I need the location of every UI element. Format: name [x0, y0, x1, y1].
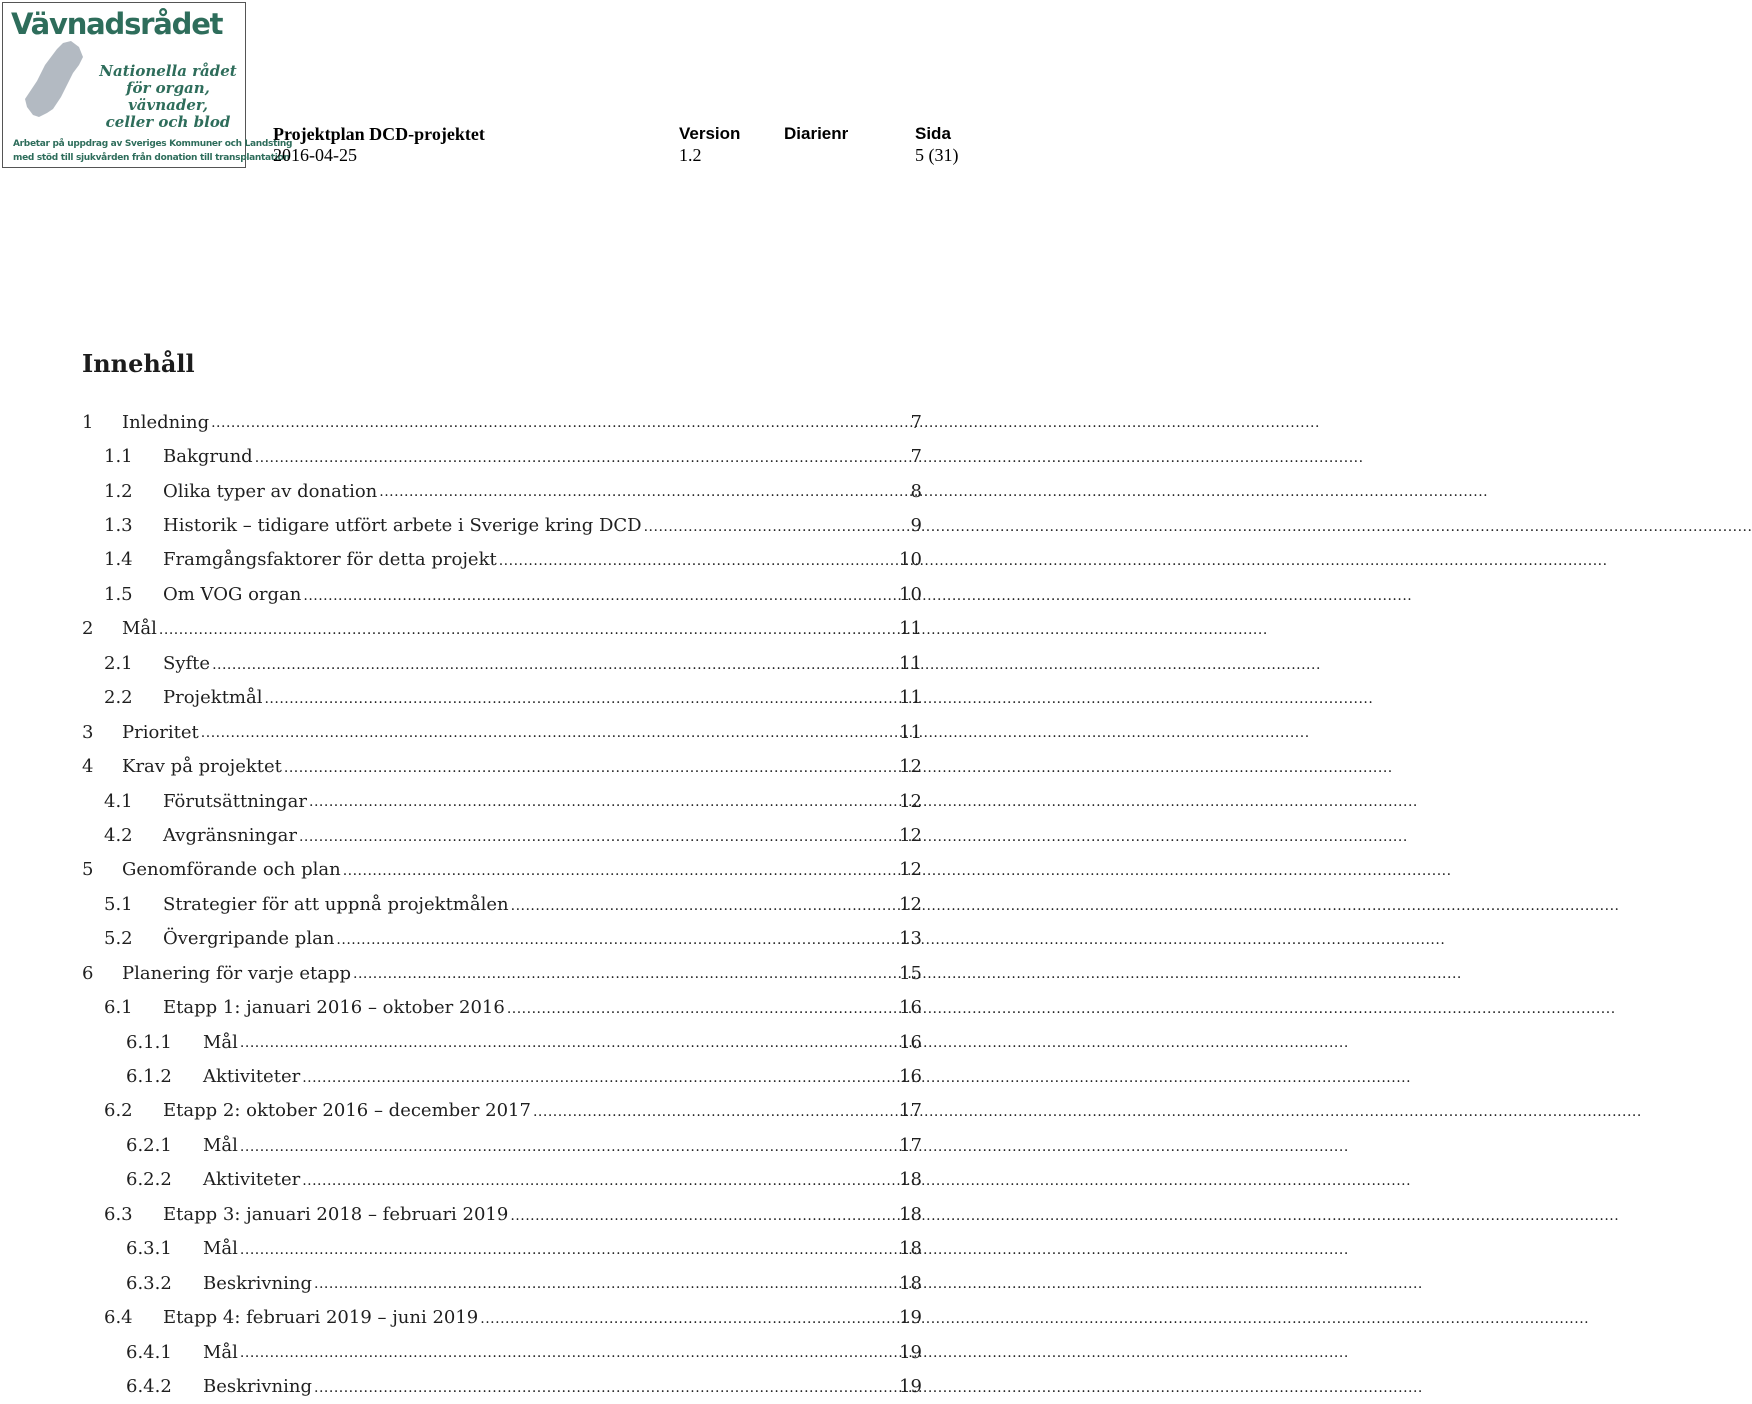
toc-entry-page: 9 [910, 515, 922, 537]
toc-dot-leader [511, 887, 897, 921]
toc-dot-leader [314, 1369, 897, 1403]
toc-entry[interactable] [82, 1300, 922, 1334]
toc-entry-number: 6.3.2 [126, 1272, 172, 1294]
toc-entry-title: Beskrivning [203, 1272, 313, 1294]
toc-entry[interactable] [82, 1025, 922, 1059]
toc-dot-leader [309, 784, 897, 818]
toc-dot-leader [240, 1335, 897, 1369]
toc-dot-leader [303, 577, 897, 611]
toc-dot-leader [201, 715, 897, 749]
toc-heading: Innehåll [82, 349, 195, 378]
logo-tagline-line: celler och blod [105, 113, 231, 131]
toc-entry[interactable] [82, 543, 922, 577]
toc-entry-number: 1.5 [104, 583, 133, 605]
toc-entry-number: 1.4 [104, 549, 133, 571]
toc-entry-page: 7 [910, 411, 922, 433]
toc-entry-number: 6.1 [104, 997, 133, 1019]
toc-entry-title: Genomförande och plan [122, 859, 341, 881]
toc-entry[interactable] [82, 474, 922, 508]
toc-entry-number: 6.4 [104, 1307, 133, 1329]
logo-name: Vävnadsrådet [11, 7, 223, 41]
toc-entry-page: 10 [899, 583, 922, 605]
toc-dot-leader [533, 1094, 897, 1128]
toc-entry-page: 18 [899, 1203, 922, 1225]
toc-entry-title: Projektmål [163, 687, 263, 709]
toc-entry[interactable] [82, 749, 922, 783]
toc-entry-page: 17 [899, 1100, 922, 1122]
logo-bottom-text [13, 137, 293, 165]
toc-entry[interactable] [82, 922, 922, 956]
page-number: 5 (31) [915, 145, 959, 165]
toc-dot-leader [299, 818, 897, 852]
version-label: Version [679, 124, 741, 143]
toc-entry[interactable] [82, 1335, 922, 1369]
toc-entry-number: 5.2 [104, 928, 133, 950]
toc-entry-number: 6.1.2 [126, 1066, 172, 1088]
toc-entry-page: 11 [899, 652, 922, 674]
toc-entry-page: 17 [899, 1134, 922, 1156]
toc-entry[interactable] [82, 715, 922, 749]
toc-entry-number: 1.2 [104, 480, 133, 502]
toc-entry[interactable] [82, 508, 922, 542]
toc-entry-number: 1.3 [104, 515, 133, 537]
toc-dot-leader [240, 1128, 897, 1162]
toc-dot-leader [644, 508, 909, 542]
toc-entry-page: 10 [899, 549, 922, 571]
toc-entry-title: Aktiviteter [203, 1169, 301, 1191]
toc-entry-number: 6.3 [104, 1203, 133, 1225]
toc-dot-leader [255, 439, 909, 473]
toc-entry-title: Inledning [122, 411, 210, 433]
toc-entry-page: 19 [899, 1341, 922, 1363]
toc-entry[interactable] [82, 1266, 922, 1300]
toc-dot-leader [264, 681, 897, 715]
toc-entry-number: 6.2.2 [126, 1169, 172, 1191]
toc-entry-number: 6.1.1 [126, 1031, 172, 1053]
toc-entry-title: Mål [203, 1341, 238, 1363]
toc-entry[interactable] [82, 818, 922, 852]
toc-entry[interactable] [82, 990, 922, 1024]
toc-dot-leader [302, 1163, 897, 1197]
toc-entry[interactable] [82, 577, 922, 611]
toc-dot-leader [510, 1197, 897, 1231]
table-of-contents [82, 405, 922, 1404]
toc-entry-page: 12 [899, 859, 922, 881]
toc-entry-title: Mål [203, 1238, 238, 1260]
toc-entry-title: Framgångsfaktorer för detta projekt [163, 549, 497, 571]
document-title: Projektplan DCD-projektet [273, 124, 485, 144]
toc-entry-title: Om VOG organ [163, 583, 302, 605]
toc-entry-page: 13 [899, 928, 922, 950]
toc-entry-page: 11 [899, 618, 922, 640]
toc-entry[interactable] [82, 612, 922, 646]
toc-entry-page: 12 [899, 790, 922, 812]
toc-entry-page: 12 [899, 824, 922, 846]
toc-entry-page: 7 [910, 446, 922, 468]
toc-dot-leader [314, 1266, 897, 1300]
toc-entry-number: 4.1 [104, 790, 133, 812]
toc-entry-number: 2.1 [104, 652, 133, 674]
toc-entry[interactable] [82, 405, 922, 439]
toc-entry[interactable] [82, 1163, 922, 1197]
toc-entry-page: 11 [899, 687, 922, 709]
toc-entry[interactable] [82, 1059, 922, 1093]
toc-entry[interactable] [82, 1094, 922, 1128]
logo-tagline-line: för organ, vävnader, [126, 79, 210, 114]
toc-entry-title: Mål [122, 618, 157, 640]
toc-entry-page: 15 [899, 962, 922, 984]
toc-entry-title: Syfte [163, 652, 211, 674]
toc-dot-leader [353, 956, 897, 990]
toc-entry-title: Krav på projektet [122, 756, 282, 778]
toc-entry-page: 11 [899, 721, 922, 743]
toc-entry-title: Bakgrund [163, 446, 253, 468]
toc-entry-number: 6 [82, 962, 94, 984]
toc-entry[interactable] [82, 784, 922, 818]
toc-dot-leader [499, 543, 897, 577]
toc-entry-title: Olika typer av donation [163, 480, 378, 502]
toc-entry-number: 5 [82, 859, 94, 881]
toc-entry-number: 1.1 [104, 446, 133, 468]
toc-entry-page: 18 [899, 1272, 922, 1294]
toc-entry-title: Etapp 1: januari 2016 – oktober 2016 [163, 997, 505, 1019]
toc-dot-leader [507, 990, 897, 1024]
toc-entry-title: Planering för varje etapp [122, 962, 351, 984]
logo-tagline [91, 63, 245, 131]
toc-entry-number: 1 [82, 411, 94, 433]
toc-entry-number: 6.3.1 [126, 1238, 172, 1260]
toc-dot-leader [240, 1025, 897, 1059]
toc-entry-page: 16 [899, 1066, 922, 1088]
toc-entry-page: 19 [899, 1375, 922, 1397]
page-label: Sida [915, 124, 951, 143]
toc-entry-title: Aktiviteter [203, 1066, 301, 1088]
toc-entry-number: 2 [82, 618, 94, 640]
toc-entry-number: 6.2.1 [126, 1134, 172, 1156]
toc-entry-page: 16 [899, 1031, 922, 1053]
toc-entry-title: Prioritet [122, 721, 199, 743]
toc-entry-title: Strategier för att uppnå projektmålen [163, 893, 509, 915]
toc-dot-leader [284, 749, 897, 783]
logo-bottom-line: Arbetar på uppdrag av Sveriges Kommuner och Landsting [13, 139, 293, 149]
toc-dot-leader [212, 646, 897, 680]
organization-logo [2, 2, 293, 168]
toc-entry-title: Förutsättningar [163, 790, 308, 812]
toc-entry-page: 16 [899, 997, 922, 1019]
toc-entry-number: 6.4.1 [126, 1341, 172, 1363]
toc-entry-title: Historik – tidigare utfört arbete i Sverige kring DCD [163, 515, 642, 537]
toc-dot-leader [302, 1059, 897, 1093]
toc-entry-number: 4.2 [104, 824, 133, 846]
toc-entry[interactable] [82, 887, 922, 921]
toc-entry-title: Etapp 4: februari 2019 – juni 2019 [163, 1307, 479, 1329]
toc-entry[interactable] [82, 1128, 922, 1162]
toc-entry-title: Etapp 2: oktober 2016 – december 2017 [163, 1100, 531, 1122]
toc-entry[interactable] [82, 439, 922, 473]
logo-bottom-line: med stöd till sjukvården från donation till transplantation [13, 153, 290, 163]
toc-entry-number: 4 [82, 756, 94, 778]
toc-entry[interactable] [82, 681, 922, 715]
sweden-map-shape [25, 41, 83, 117]
toc-entry-page: 8 [910, 480, 922, 502]
toc-entry-title: Beskrivning [203, 1375, 313, 1397]
toc-dot-leader [336, 922, 897, 956]
document-date: 2016-04-25 [273, 145, 357, 165]
diarienr-label: Diarienr [784, 124, 849, 143]
toc-entry-page: 12 [899, 756, 922, 778]
toc-dot-leader [159, 612, 897, 646]
toc-entry-number: 6.2 [104, 1100, 133, 1122]
toc-entry[interactable] [82, 1232, 922, 1266]
toc-dot-leader [480, 1300, 897, 1334]
toc-entry[interactable] [82, 646, 922, 680]
toc-entry[interactable] [82, 1197, 922, 1231]
toc-entry[interactable] [82, 1369, 922, 1403]
version-value: 1.2 [679, 145, 702, 165]
toc-entry-number: 2.2 [104, 687, 133, 709]
toc-entry-number: 5.1 [104, 893, 133, 915]
toc-entry-page: 19 [899, 1307, 922, 1329]
toc-entry[interactable] [82, 853, 922, 887]
toc-entry-title: Etapp 3: januari 2018 – februari 2019 [163, 1203, 509, 1225]
toc-entry[interactable] [82, 956, 922, 990]
toc-entry-page: 12 [899, 893, 922, 915]
toc-entry-page: 18 [899, 1238, 922, 1260]
logo-tagline-line: Nationella rådet [99, 62, 237, 80]
toc-dot-leader [379, 474, 908, 508]
toc-entry-number: 6.4.2 [126, 1375, 172, 1397]
toc-entry-number: 3 [82, 721, 94, 743]
toc-entry-title: Avgränsningar [163, 824, 297, 846]
toc-dot-leader [211, 405, 908, 439]
toc-entry-title: Mål [203, 1134, 238, 1156]
toc-dot-leader [240, 1232, 897, 1266]
toc-entry-title: Övergripande plan [163, 928, 335, 950]
toc-entry-page: 18 [899, 1169, 922, 1191]
toc-dot-leader [343, 853, 897, 887]
toc-entry-title: Mål [203, 1031, 238, 1053]
